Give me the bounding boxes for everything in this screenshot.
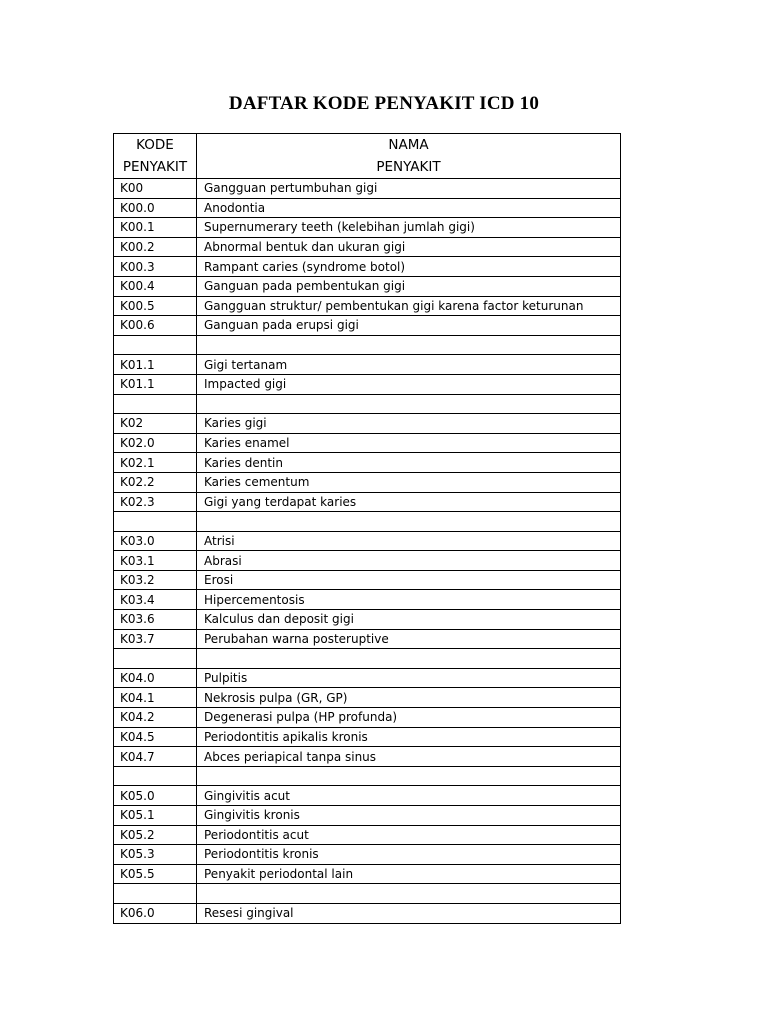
disease-name-cell: Rampant caries (syndrome botol) <box>197 257 621 277</box>
disease-code-cell <box>114 884 197 904</box>
disease-name-cell <box>197 884 621 904</box>
disease-code-cell: K00.0 <box>114 198 197 218</box>
table-row <box>114 747 621 767</box>
disease-name-cell: Kalculus dan deposit gigi <box>197 610 621 630</box>
disease-code-cell: K03.4 <box>114 590 197 610</box>
table-row <box>114 218 621 238</box>
disease-code-cell <box>114 649 197 669</box>
table-row <box>114 492 621 512</box>
disease-code-cell: K00.2 <box>114 237 197 257</box>
disease-name-cell: Erosi <box>197 570 621 590</box>
disease-code-cell: K04.0 <box>114 668 197 688</box>
disease-code-cell: K02 <box>114 414 197 434</box>
disease-code-cell: K03.1 <box>114 551 197 571</box>
table-row <box>114 727 621 747</box>
disease-code-cell: K01.1 <box>114 374 197 394</box>
disease-code-cell: K03.6 <box>114 610 197 630</box>
table-row <box>114 903 621 923</box>
table-row <box>114 825 621 845</box>
table-row <box>114 766 621 786</box>
disease-name-cell: Periodontitis kronis <box>197 845 621 865</box>
header-line: PENYAKIT <box>122 159 188 175</box>
table-row <box>114 864 621 884</box>
table-row <box>114 629 621 649</box>
disease-name-cell: Gingivitis acut <box>197 786 621 806</box>
table-row <box>114 688 621 708</box>
disease-name-cell: Gigi tertanam <box>197 355 621 375</box>
table-row <box>114 531 621 551</box>
table-row <box>114 316 621 336</box>
table-row <box>114 257 621 277</box>
disease-code-cell <box>114 512 197 532</box>
table-row <box>114 845 621 865</box>
disease-code-cell: K02.0 <box>114 433 197 453</box>
disease-name-cell: Ganguan pada pembentukan gigi <box>197 276 621 296</box>
disease-code-cell: K05.1 <box>114 806 197 826</box>
disease-code-cell: K03.0 <box>114 531 197 551</box>
disease-name-cell <box>197 649 621 669</box>
disease-name-cell: Karies gigi <box>197 414 621 434</box>
table-row <box>114 610 621 630</box>
table-row <box>114 355 621 375</box>
table-row <box>114 884 621 904</box>
disease-code-cell: K00 <box>114 179 197 199</box>
disease-code-cell <box>114 335 197 355</box>
disease-name-cell <box>197 394 621 414</box>
disease-name-cell <box>197 766 621 786</box>
disease-name-cell: Karies cementum <box>197 472 621 492</box>
table-row <box>114 472 621 492</box>
table-row <box>114 394 621 414</box>
disease-code-cell: K01.1 <box>114 355 197 375</box>
disease-code-cell: K00.3 <box>114 257 197 277</box>
table-row <box>114 668 621 688</box>
disease-name-cell: Gigi yang terdapat karies <box>197 492 621 512</box>
disease-name-cell: Periodontitis apikalis kronis <box>197 727 621 747</box>
disease-name-cell: Hipercementosis <box>197 590 621 610</box>
disease-code-cell: K00.5 <box>114 296 197 316</box>
disease-name-cell: Penyakit periodontal lain <box>197 864 621 884</box>
table-row <box>114 433 621 453</box>
disease-name-cell: Abces periapical tanpa sinus <box>197 747 621 767</box>
disease-name-cell: Impacted gigi <box>197 374 621 394</box>
table-row <box>114 335 621 355</box>
disease-code-cell: K00.4 <box>114 276 197 296</box>
disease-name-cell <box>197 335 621 355</box>
disease-name-cell: Supernumerary teeth (kelebihan jumlah gigi) <box>197 218 621 238</box>
table-row <box>114 296 621 316</box>
disease-code-cell: K04.2 <box>114 708 197 728</box>
table-row <box>114 570 621 590</box>
disease-name-cell: Perubahan warna posteruptive <box>197 629 621 649</box>
disease-name-cell: Degenerasi pulpa (HP profunda) <box>197 708 621 728</box>
disease-code-cell: K04.5 <box>114 727 197 747</box>
disease-name-cell: Periodontitis acut <box>197 825 621 845</box>
table-header-row <box>114 134 621 179</box>
table-row <box>114 806 621 826</box>
disease-code-cell <box>114 766 197 786</box>
table-row <box>114 512 621 532</box>
disease-name-cell: Karies enamel <box>197 433 621 453</box>
disease-code-cell: K03.2 <box>114 570 197 590</box>
disease-code-cell: K06.0 <box>114 903 197 923</box>
disease-name-cell: Atrisi <box>197 531 621 551</box>
table-row <box>114 414 621 434</box>
disease-code-cell: K02.1 <box>114 453 197 473</box>
table-row <box>114 179 621 199</box>
header-line: NAMA <box>388 137 429 153</box>
disease-code-cell: K05.2 <box>114 825 197 845</box>
disease-code-cell: K02.3 <box>114 492 197 512</box>
table-row <box>114 374 621 394</box>
disease-name-cell <box>197 512 621 532</box>
table-row <box>114 590 621 610</box>
table-row <box>114 786 621 806</box>
table-row <box>114 198 621 218</box>
icd-code-table <box>113 133 621 924</box>
disease-code-cell: K04.7 <box>114 747 197 767</box>
table-row <box>114 237 621 257</box>
header-line: KODE <box>136 137 174 153</box>
header-line: PENYAKIT <box>376 159 441 175</box>
table-row <box>114 453 621 473</box>
disease-name-cell: Nekrosis pulpa (GR, GP) <box>197 688 621 708</box>
disease-code-cell: K05.5 <box>114 864 197 884</box>
disease-name-cell: Gangguan pertumbuhan gigi <box>197 179 621 199</box>
disease-code-cell: K00.1 <box>114 218 197 238</box>
header-nama-penyakit <box>197 134 621 179</box>
disease-code-cell <box>114 394 197 414</box>
table-row <box>114 551 621 571</box>
disease-name-cell: Resesi gingival <box>197 903 621 923</box>
disease-name-cell: Pulpitis <box>197 668 621 688</box>
disease-code-cell: K05.3 <box>114 845 197 865</box>
disease-name-cell: Abrasi <box>197 551 621 571</box>
disease-name-cell: Gingivitis kronis <box>197 806 621 826</box>
disease-name-cell: Gangguan struktur/ pembentukan gigi karena factor keturunan <box>197 296 621 316</box>
disease-name-cell: Karies dentin <box>197 453 621 473</box>
disease-code-cell: K00.6 <box>114 316 197 336</box>
disease-code-cell: K05.0 <box>114 786 197 806</box>
document-title: DAFTAR KODE PENYAKIT ICD 10 <box>228 93 540 114</box>
disease-code-cell: K03.7 <box>114 629 197 649</box>
table-row <box>114 276 621 296</box>
disease-name-cell: Anodontia <box>197 198 621 218</box>
header-kode-penyakit <box>114 134 197 179</box>
disease-code-cell: K04.1 <box>114 688 197 708</box>
disease-name-cell: Abnormal bentuk dan ukuran gigi <box>197 237 621 257</box>
disease-code-cell: K02.2 <box>114 472 197 492</box>
disease-name-cell: Ganguan pada erupsi gigi <box>197 316 621 336</box>
table-row <box>114 649 621 669</box>
table-row <box>114 708 621 728</box>
